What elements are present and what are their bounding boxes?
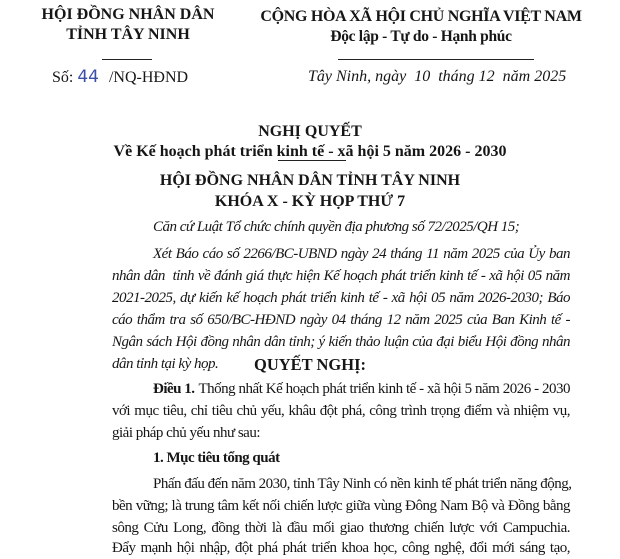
section-1-line: sông Cửu Long, đồng thời là đầu mối giao thương chiến lược với Campuchia. — [112, 520, 570, 536]
number-prefix: Số: — [52, 69, 74, 86]
number-suffix: /NQ-HĐND — [108, 69, 189, 86]
consideration-line: nhân dân tỉnh về đánh giá thực hiện Kế hoạch phát triển kinh tế - xã hội 05 năm — [112, 268, 570, 284]
consideration-line: Ngân sách Hội đồng nhân dân tỉnh; ý kiến thảo luận của đại biểu Hội đồng nhân — [112, 334, 570, 350]
number-value: 44 — [77, 67, 99, 87]
resolve-heading: QUYẾT NGHỊ: — [253, 355, 366, 374]
document-title: NGHỊ QUYẾT — [258, 123, 362, 140]
legal-basis: Căn cứ Luật Tổ chức chính quyền địa phương số 72/2025/QH 15; — [153, 219, 520, 235]
title-divider — [278, 160, 346, 161]
document-date: Tây Ninh, ngày 10 tháng 12 năm 2025 — [308, 68, 567, 85]
national-name: CỘNG HÒA XÃ HỘI CHỦ NGHĨA VIỆT NAM — [260, 8, 582, 25]
issuer-agency-header — [28, 5, 228, 45]
article-1-line: giải pháp chủ yếu như sau: — [112, 425, 261, 441]
national-motto: Độc lập - Tự do - Hạnh phúc — [330, 28, 512, 45]
issuer-title: HỘI ĐỒNG NHÂN DÂN TỈNH TÂY NINH — [159, 172, 461, 189]
motto-underline — [338, 59, 534, 60]
consideration-line: Xét Báo cáo số 2266/BC-UBND ngày 24 tháng 11 năm 2025 của Ủy ban — [153, 246, 570, 262]
article-1-label: Điều 1. — [153, 381, 195, 397]
document-subtitle: Về Kế hoạch phát triển kinh tế - xã hội 5 năm 2026 - 2030 — [113, 143, 507, 160]
article-1-line — [153, 378, 570, 400]
section-1-line: Đẩy mạnh hội nhập, đột phá phát triển khoa học, công nghệ, đổi mới sáng tạo, — [112, 540, 570, 556]
consideration-line: cáo thẩm tra số 650/BC-HĐND ngày 04 tháng 12 năm 2025 của Ban Kinh tế - — [112, 312, 570, 328]
section-1-heading: 1. Mục tiêu tổng quát — [153, 450, 280, 466]
national-header — [236, 7, 606, 47]
session-title: KHÓA X - KỲ HỌP THỨ 7 — [214, 193, 406, 210]
document-number — [52, 66, 188, 89]
agency-name: HỘI ĐỒNG NHÂN DÂN — [41, 6, 215, 23]
section-1-line: Phấn đấu đến năm 2030, tỉnh Tây Ninh có nền kinh tế phát triển năng động, — [153, 476, 572, 492]
agency-province: TỈNH TÂY NINH — [66, 26, 190, 43]
section-1-line: bền vững; là trung tâm kết nối chiến lược giữa vùng Đông Nam Bộ và Đồng bằng — [112, 498, 570, 514]
consideration-line: dân tỉnh tại kỳ họp. — [112, 356, 219, 372]
consideration-line: 2021-2025, dự kiến kế hoạch phát triển kinh tế - xã hội 05 năm 2026-2030; Báo — [112, 290, 570, 306]
agency-underline — [102, 59, 152, 60]
article-1-text: Thống nhất Kế hoạch phát triển kinh tế - xã hội 5 năm 2026 - 2030 — [198, 381, 570, 397]
article-1-line: với mục tiêu, chỉ tiêu chủ yếu, khâu đột phá, công trình trọng điểm và nhiệm vụ, — [112, 403, 570, 419]
